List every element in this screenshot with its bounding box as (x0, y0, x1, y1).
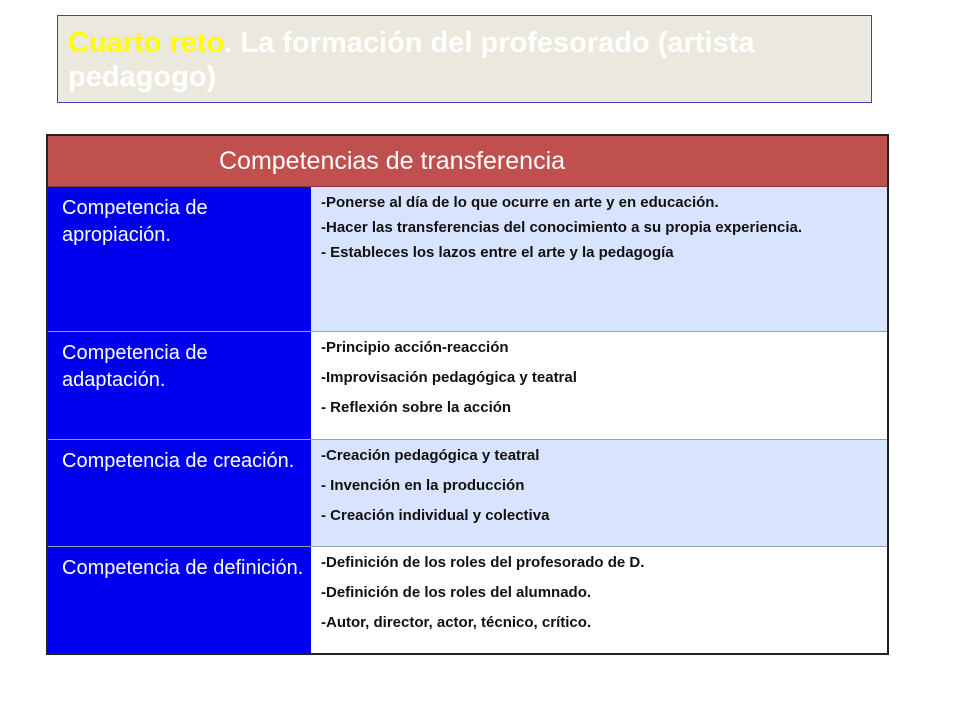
competence-label: Competencia de definición. (48, 547, 311, 653)
competencies-table (46, 134, 889, 655)
list-item: -Creación pedagógica y teatral (321, 447, 540, 464)
competence-label: Competencia de apropiación. (48, 187, 311, 331)
list-item: -Definición de los roles del alumnado. (321, 584, 592, 601)
competence-items (311, 547, 887, 653)
list-item: -Hacer las transferencias del conocimiento a su propia experiencia. (321, 219, 803, 236)
list-item: -Ponerse al día de lo que ocurre en arte y en educación. (321, 194, 719, 211)
list-item: -Definición de los roles del profesorado de D. (321, 554, 645, 571)
list-item: -Autor, director, actor, técnico, crítico. (321, 614, 592, 631)
table-row-definicion (48, 547, 887, 653)
table-row-adaptacion (48, 332, 887, 439)
table-header: Competencias de transferencia (48, 136, 887, 187)
title-highlight: Cuarto reto (68, 27, 225, 59)
list-item: - Reflexión sobre la acción (321, 399, 512, 416)
slide-title (57, 15, 872, 103)
list-item: -Principio acción-reacción (321, 339, 509, 356)
competence-items (311, 332, 887, 439)
competence-label: Competencia de adaptación. (48, 332, 311, 439)
list-item: - Creación individual y colectiva (321, 507, 550, 524)
list-item: - Estableces los lazos entre el arte y la pedagogía (321, 244, 674, 261)
competence-label: Competencia de creación. (48, 440, 311, 546)
list-item: - Invención en la producción (321, 477, 525, 494)
title-rest: . La formación del profesorado (artista pedagogo) (68, 27, 755, 93)
competence-items (311, 187, 887, 331)
list-item: -Improvisación pedagógica y teatral (321, 369, 577, 386)
competence-items (311, 440, 887, 546)
table-row-creacion (48, 440, 887, 546)
table-row-apropiacion (48, 187, 887, 331)
